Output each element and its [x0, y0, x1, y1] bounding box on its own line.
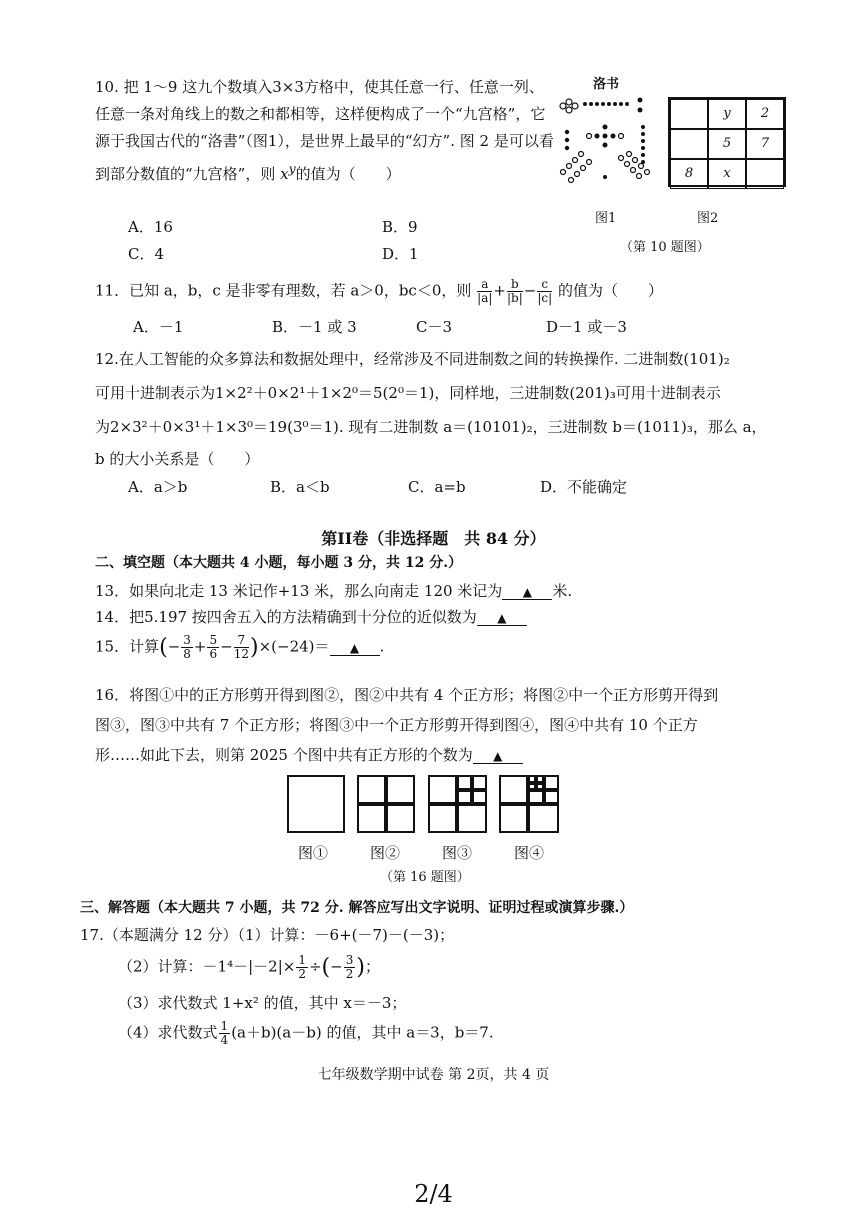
fig16-square-3d — [457, 790, 472, 804]
fig16-square-4e — [536, 783, 544, 790]
fig16-caption-1: 图① — [298, 844, 329, 862]
page-footer: 七年级数学期中试卷 第 2页，共 4 页 — [317, 1067, 550, 1083]
q10-var: $x^y$ — [280, 161, 296, 183]
q16-line-1: 16．将图①中的正方形剪开得到图②，图②中共有 4 个正方形；将图②中一个正方形剪开得到 — [95, 686, 719, 704]
q12-line-1: 12.在人工智能的众多算法和数据处理中，经常涉及不同进制数之间的转换操作. 二进制数(101)₂ — [95, 350, 730, 368]
q17-line-3: （3）求代数式 1+x² 的值，其中 x＝－3； — [118, 994, 407, 1012]
part-2-title: 第II卷（非选择题 共 84 分） — [321, 529, 546, 548]
grid-cell: 5 — [708, 129, 746, 159]
grid-cell: 8 — [670, 159, 708, 189]
fig16-square-4b — [528, 775, 536, 783]
fig16-square-4h — [544, 790, 559, 804]
q13-answer-blank[interactable]: ▲ — [502, 585, 552, 600]
fig16-square-4j — [528, 804, 559, 833]
fig16-square-3g — [457, 804, 487, 833]
fig16-square-3e — [472, 790, 487, 804]
q13-tail: 米. — [552, 582, 573, 600]
fig16-square-4f — [544, 775, 559, 790]
question-10 — [95, 74, 555, 188]
q15-tail: . — [379, 637, 385, 656]
question-16-line-3 — [95, 744, 523, 765]
q17-line-4-pre: （4）求代数式 — [118, 1023, 218, 1042]
question-11: 11．已知 a，b，c 是非零有理数，若 a＞0，bc＜0，则 $\frac{a}{|a|}$ + $\frac{b}{|b|}$ − $\frac{c}{|c|}$ 的值为（ ） — [95, 277, 663, 305]
q16-fig-caption: （第 16 题图） — [380, 870, 470, 885]
fig16-square-2d — [386, 804, 415, 833]
grid-cell: x — [708, 159, 746, 189]
q16-line-2: 图③，图③中共有 7 个正方形；将图③中一个正方形剪开得到图④，图④中共有 10 个正方 — [95, 716, 698, 734]
q17-line-4-tail: (a＋b)(a－b) 的值，其中 a＝3，b＝7. — [231, 1023, 494, 1042]
q11-option-d: D－1 或－3 — [546, 318, 627, 336]
q15-answer-blank[interactable]: ▲ — [330, 641, 380, 656]
grid-cell — [670, 99, 708, 129]
question-14 — [95, 606, 527, 627]
q12-line-4: b 的大小关系是（ ） — [95, 450, 260, 468]
q16-line-3: 形……如此下去，则第 2025 个图中共有正方形的个数为 — [95, 746, 473, 764]
fig16-square-3b — [457, 775, 472, 790]
q11-option-a: A．－1 — [133, 318, 184, 336]
q12-option-a: A．a＞b — [128, 478, 188, 496]
section-3-heading: 三、解答题（本大题共 7 小题，共 72 分. 解答应写出文字说明、证明过程或演算步骤.） — [80, 900, 634, 916]
fig16-caption-2: 图② — [370, 844, 401, 862]
question-13 — [95, 580, 572, 601]
q15-mid: ×(−24)＝ — [258, 637, 330, 656]
q11-option-c: C－3 — [416, 318, 453, 336]
fig16-square-1 — [287, 775, 345, 833]
q11-tail: 的值为（ ） — [557, 281, 663, 300]
luoshu-figure — [555, 92, 660, 192]
q12-option-d: D．不能确定 — [540, 478, 628, 496]
q17-line-4: （4）求代数式 $\frac{1}{4}$ (a＋b)(a－b) 的值，其中 a＝3，b＝7. — [118, 1019, 494, 1047]
fig1-label: 图1 — [595, 211, 617, 226]
q12-option-b: B．a＜b — [270, 478, 330, 496]
q12-option-c: C．a=b — [408, 478, 466, 496]
q10-option-b: B．9 — [382, 218, 418, 236]
luoshu-title: 洛书 — [593, 77, 620, 92]
q17-line-2-mid: ÷ — [308, 957, 322, 976]
fig16-square-4g — [528, 790, 544, 804]
fig16-square-3c — [472, 775, 487, 790]
q16-answer-blank[interactable]: ▲ — [473, 749, 523, 764]
q17-line-2-tail: ； — [364, 957, 380, 976]
fig16-caption-3: 图③ — [442, 844, 473, 862]
grid-cell — [746, 159, 784, 189]
q11-text: 11．已知 a，b，c 是非零有理数，若 a＞0，bc＜0，则 — [95, 281, 472, 300]
page-number: 2/4 — [414, 1180, 453, 1208]
grid-cell: 7 — [746, 129, 784, 159]
fig16-square-3f — [428, 804, 457, 833]
q10-option-d: D．1 — [382, 245, 419, 263]
q13-text: 13．如果向北走 13 米记作+13 米，那么向南走 120 米记为 — [95, 582, 503, 600]
q14-answer-blank[interactable]: ▲ — [477, 611, 527, 626]
q17-line-2: （2）计算：－1⁴－|－2|× $\frac{1}{2}$ ÷(− $\frac{3}{2}$ )； — [118, 953, 380, 981]
grid-cell — [670, 129, 708, 159]
frac-b: $\frac{b}{|b|}$ — [506, 277, 523, 305]
q10-option-a: A．16 — [128, 218, 173, 236]
q12-line-3: 为2×3²＋0×3¹＋1×3⁰＝19(3⁰＝1). 现有二进制数 a＝(10101)₂，三进制数 b＝(1011)₃，那么 a， — [95, 418, 767, 436]
frac-c: $\frac{c}{|c|}$ — [537, 277, 553, 305]
fig16-square-2a — [357, 775, 386, 804]
section-2-heading: 二、填空题（本大题共 4 小题，每小题 3 分，共 12 分.） — [95, 555, 463, 571]
q17-line-1: 17.（本题满分 12 分）（1）计算：－6+(－7)－(－3)； — [80, 926, 455, 944]
fig16-caption-4: 图④ — [514, 844, 545, 862]
q12-line-2: 可用十进制表示为1×2²＋0×2¹＋1×2⁰＝5(2⁰＝1)，同样地，三进制数(201)₃可用十进制表示 — [95, 384, 721, 402]
q14-text: 14．把5.197 按四舍五入的方法精确到十分位的近似数为 — [95, 608, 477, 626]
q15-pre: 15．计算 — [95, 637, 160, 656]
fig16-square-3a — [428, 775, 457, 804]
magic-square-grid — [668, 97, 786, 187]
q11-option-b: B．－1 或 3 — [272, 318, 357, 336]
q10-fig-caption: （第 10 题图） — [620, 240, 710, 255]
fig16-square-2c — [357, 804, 386, 833]
question-15: 15．计算(− $\frac{3}{8}$ + $\frac{5}{6}$ − $\frac{7}{12}$ )×(−24)＝ ▲ . — [95, 633, 385, 661]
fig16-square-4c — [536, 775, 544, 783]
fig16-square-2b — [386, 775, 415, 804]
fig2-label: 图2 — [697, 211, 719, 226]
grid-cell: y — [708, 99, 746, 129]
grid-cell: 2 — [746, 99, 784, 129]
frac-a: $\frac{a}{|a|}$ — [477, 277, 493, 305]
q10-option-c: C．4 — [128, 245, 165, 263]
fig16-square-4i — [499, 804, 528, 833]
fig16-square-4a — [499, 775, 528, 804]
q17-line-2-pre: （2）计算：－1⁴－|－2|× — [118, 957, 296, 976]
q10-text-tail: 的值为（ ） — [295, 165, 401, 183]
q10-text: 10. 把 1～9 这九个数填入3×3方格中，使其任意一行、任意一列、任意一条对角线上的数之和都相等，这样便构成了一个“九宫格”，它源于我国古代的“洛書”（图1），是世界上最早的“幻方”. 图 2 是可以看到部分数值的“九宫格”，则 — [95, 78, 554, 183]
fig16-square-4d — [528, 783, 536, 790]
